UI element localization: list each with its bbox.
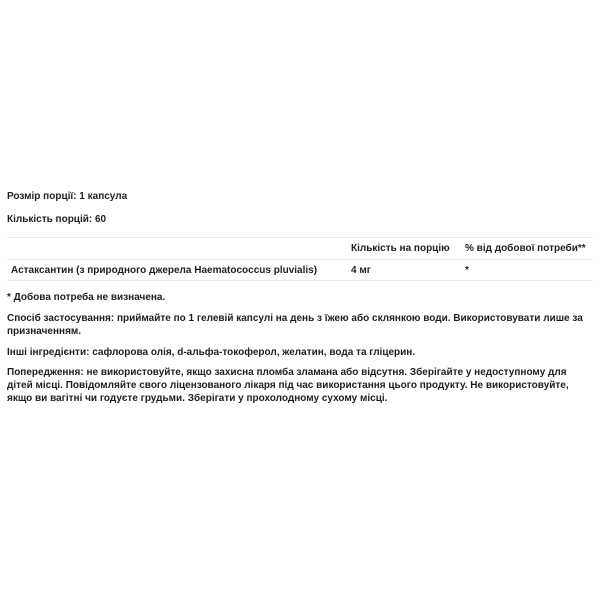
table-row (7, 260, 593, 281)
daily-value-note: * Добова потреба не визначена. (7, 292, 166, 303)
header-amount: Кількість на порцію (347, 238, 461, 260)
table-header-row (7, 238, 593, 260)
other-ingredients: Інші інгредієнти: сафлорова олія, d-альфа-токоферол, желатин, вода та гліцерин. (7, 347, 416, 358)
ingredient-daily-value: * (461, 260, 593, 281)
usage-directions: Спосіб застосування: приймайте по 1 гелевій капсулі на день з їжею або склянкою води. Використовувати лише за призначенням. (7, 313, 583, 337)
serving-size: Розмір порції: 1 капсула (7, 191, 128, 202)
ingredient-name: Астаксантин (з природного джерела Haematococcus pluvialis) (7, 260, 347, 281)
nutrition-table (7, 237, 593, 281)
servings-count: Кількість порцій: 60 (7, 214, 107, 225)
header-ingredient (7, 238, 347, 260)
warnings: Попередження: не використовуйте, якщо захисна пломба зламана або відсутня. Зберігайте у недоступному для дітей місці. Повідомляйте свого ліцензованого лікаря під час використання цього продукту. Не використовуйте, якщо ви вагітні чи годуєте грудьми. Зберігати у прохолодному сухому місці. (7, 367, 569, 404)
header-daily-value: % від добової потреби** (461, 238, 593, 260)
ingredient-amount: 4 мг (347, 260, 461, 281)
